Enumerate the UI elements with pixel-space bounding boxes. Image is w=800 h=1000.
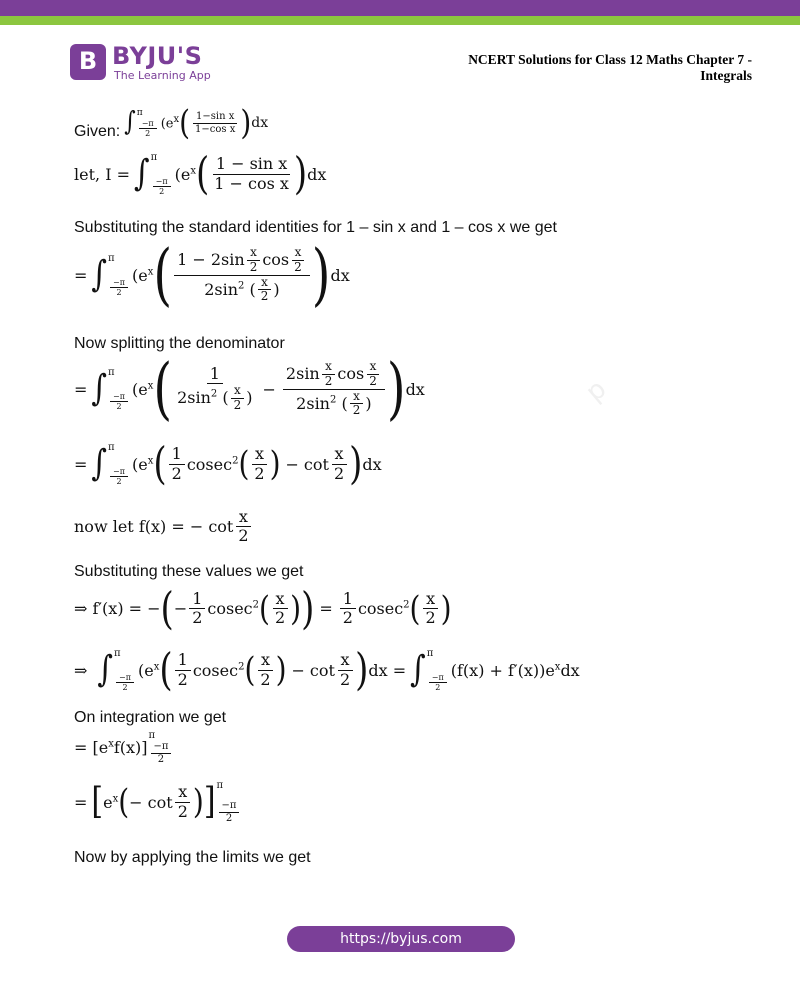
integral-identity-equation: ⇒ ∫ π $\frac{-\pi}{2}$ ($e^x$ ( $\frac{1}{2}$ cosec$^2$ ( $\frac{x}{2}$ ) − cot $\frac{x}{2}$ ) dx = ∫ π $\frac{-\pi}{2}$ $(f(x) + f'(x))e^xdx$ (74, 644, 580, 696)
title-line-2: Integrals (700, 68, 752, 83)
page-title (392, 52, 752, 84)
evaluated-bracket-equation: = [ $e^x$ ( − cot $\frac{x}{2}$ ) ] π $\frac{-\pi}{2}$ (74, 780, 241, 824)
byjus-logo (70, 44, 220, 86)
footer-url-pill[interactable] (287, 926, 515, 952)
watermark: p (580, 374, 613, 408)
header-bar-purple (0, 0, 800, 16)
cosec-equation: = ∫ π $\frac{-\pi}{2}$ ($e^x$ ( $\frac{1}{2}$ cosec$^2$ ( $\frac{x}{2}$ ) − cot $\frac{x}{2}$ ) dx (74, 438, 382, 490)
integration-text: On integration we get (74, 709, 227, 726)
let-i-equation: let, I = ∫ π $\frac{-\pi}{2}$ ($e^x$ ( $\frac{\text{1 − sin x}}{\text{1 − cos x}}$ ) dx (74, 148, 327, 200)
let-label: let, I = (74, 164, 130, 184)
title-line-1: NCERT Solutions for Class 12 Maths Chapter 7 - (468, 52, 752, 67)
logo-tagline: The Learning App (114, 69, 211, 82)
logo-name: BYJU'S (112, 42, 203, 70)
identities-text: Substituting the standard identities for 1 – sin x and 1 – cos x we get (74, 219, 557, 236)
substituting-text: Substituting these values we get (74, 563, 304, 580)
antiderivative-equation: = $[e^xf(x)]$ π $\frac{-\pi}{2}$ (74, 730, 173, 765)
given-label: Given: (74, 123, 121, 140)
split-equation: = ∫ π $\frac{-\pi}{2}$ ($e^x$ ( 1 $2\sin^2$ ( $\frac{x}{2}$ ) − 2sin $\frac{x}{2}$ cos $\frac{x}{2}$ $2\sin^2$ ( $\frac{x}{2}$ ) ) dx (74, 349, 425, 429)
substituted-equation: = ∫ π $\frac{-\pi}{2}$ ($e^x$ ( 1 − 2sin $\frac{x}{2}$ cos $\frac{x}{2}$ $2\sin^2$ ( $\frac{x}{2}$ ) ) dx (74, 235, 350, 315)
define-f-equation: now let f(x) = − cot $\frac{x}{2}$ (74, 508, 254, 546)
now-let-label: now let f(x) = − cot (74, 517, 234, 537)
splitting-text: Now splitting the denominator (74, 335, 285, 352)
given-equation: Given: ∫ π $\frac{-\pi}{2}$ ($e^x$ ( $\frac{\text{1−sin x}}{\text{1−cos x}}$ ) dx (74, 102, 269, 143)
derivative-equation: ⇒ f′(x) = − ( − $\frac{1}{2}$ cosec$^2$ ( $\frac{x}{2}$ ) ) = $\frac{1}{2}$ cosec$^2$ ( $\frac{x}{2}$ ) (74, 582, 452, 635)
header-bar-green (0, 16, 800, 25)
limits-text: Now by applying the limits we get (74, 849, 311, 866)
byjus-logo-icon: B (70, 44, 106, 80)
footer-url[interactable]: https://byjus.com (340, 931, 462, 947)
